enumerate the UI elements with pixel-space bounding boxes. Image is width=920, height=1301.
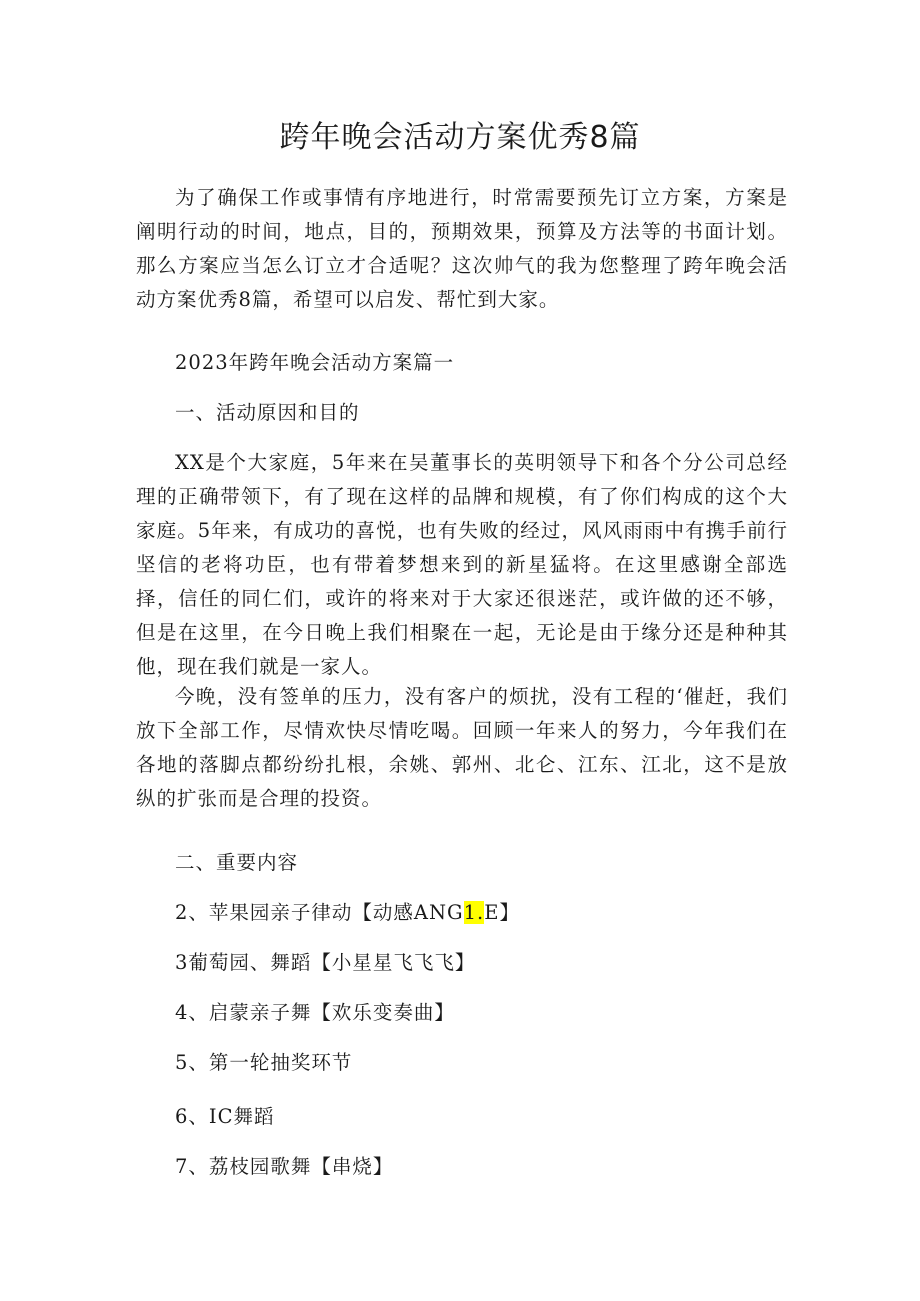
highlighted-text: 1. <box>463 901 485 924</box>
program-item-4: 4、启蒙亲子舞【欢乐变奏曲】 <box>175 1001 455 1024</box>
sub-heading-content: 二、重要内容 <box>175 851 299 874</box>
sub-heading-purpose: 一、活动原因和目的 <box>175 401 360 424</box>
program-item-2-end: E】 <box>484 901 520 924</box>
program-item-2 <box>175 896 520 930</box>
program-item-5: 5、第一轮抽奖环节 <box>175 1051 353 1074</box>
paragraph-purpose: XX是个大家庭，5年来在吴董事长的英明领导下和各个分公司总经理的正确带领下，有了现在这样的品牌和规模，有了你们构成的这个大家庭。5年来，有成功的喜悦，也有失败的经过，风风雨雨中有携手前行坚信的老将功臣，也有带着梦想来到的新星猛将。在这里感谢全部选择，信任的同仁们，或许的将来对于大家还很迷茫，或许做的还不够，但是在这里，在今日晚上我们相聚在一起，无论是由于缘分还是种种其他，现在我们就是一家人。 <box>136 451 788 678</box>
program-item-3: 3葡萄园、舞蹈【小星星飞飞飞】 <box>175 951 476 974</box>
section-heading: 2023年跨年晚会活动方案篇一 <box>175 351 455 374</box>
paragraph-tonight: 今晚，没有签单的压力，没有客户的烦扰，没有工程的‘催赶，我们放下全部工作，尽情欢快尽情吃喝。回顾一年来人的努力，今年我们在各地的落脚点都纷纷扎根，余姚、郭州、北仑、江东、江北，这不是放纵的扩张而是合理的投资。 <box>136 685 788 810</box>
intro-paragraph: 为了确保工作或事情有序地进行，时常需要预先订立方案，方案是阐明行动的时间，地点，目的，预期效果，预算及方法等的书面计划。那么方案应当怎么订立才合适呢？这次帅气的我为您整理了跨年晚会活动方案优秀8篇，希望可以启发、帮忙到大家。 <box>136 186 788 311</box>
document-title: 跨年晚会活动方案优秀8篇 <box>279 120 641 155</box>
program-item-6: 6、IC舞蹈 <box>175 1105 275 1128</box>
program-item-7: 7、荔枝园歌舞【串烧】 <box>175 1155 394 1178</box>
program-item-2-text: 2、苹果园亲子律动【动感ANG <box>175 901 464 924</box>
